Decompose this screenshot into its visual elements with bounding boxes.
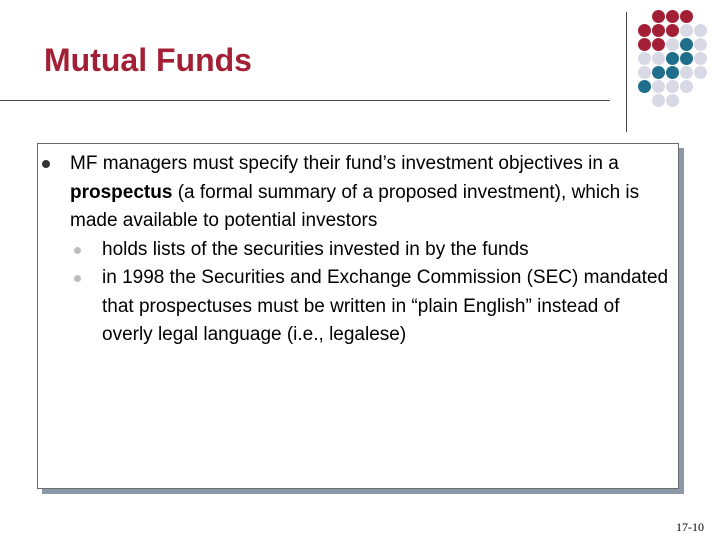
decorative-dot — [652, 10, 665, 23]
title-divider — [0, 100, 610, 101]
decorative-dot — [638, 80, 651, 93]
decorative-dot — [638, 52, 651, 65]
decorative-dot — [680, 24, 693, 37]
slide-number: 17-10 — [676, 520, 704, 534]
sub-bullet-list — [70, 236, 670, 350]
bullet-marker — [42, 160, 50, 168]
bullet-item — [70, 150, 670, 350]
sub-bullet-text: in 1998 the Securities and Exchange Commission (SEC) mandated that prospectuses must be written in “plain English” instead of overly legal language (i.e., legalese) — [102, 267, 669, 345]
sub-bullet-item — [70, 264, 670, 350]
decorative-dot — [680, 66, 693, 79]
bullet-text-end: (a formal summary of a proposed investment), which is made available to potential investors — [70, 181, 640, 231]
decorative-dot — [666, 94, 679, 107]
sub-bullet-text: holds lists of the securities invested in by the funds — [102, 238, 529, 260]
decorative-dot — [652, 80, 665, 93]
decorative-dot — [652, 52, 665, 65]
decorative-dot — [666, 38, 679, 51]
decorative-dot — [638, 38, 651, 51]
decorative-dot — [694, 24, 707, 37]
decorative-dot — [694, 52, 707, 65]
decorative-dot-grid — [638, 10, 708, 120]
decorative-dot — [666, 24, 679, 37]
decorative-dot — [680, 10, 693, 23]
sub-bullet-marker — [74, 247, 81, 254]
bullet-text-start: MF managers must specify their fund’s investment objectives in a — [70, 153, 619, 174]
decorative-dot — [680, 38, 693, 51]
decorative-dot — [638, 24, 651, 37]
decorative-dot — [666, 52, 679, 65]
vertical-divider — [626, 12, 627, 132]
slide-title: Mutual Funds — [44, 42, 252, 78]
decorative-dot — [638, 66, 651, 79]
content-box — [37, 143, 679, 489]
decorative-dot — [666, 10, 679, 23]
decorative-dot — [652, 94, 665, 107]
decorative-dot — [694, 38, 707, 51]
bullet-bold-term: prospectus — [70, 181, 173, 203]
sub-bullet-item — [70, 236, 670, 265]
decorative-dot — [666, 66, 679, 79]
decorative-dot — [680, 52, 693, 65]
decorative-dot — [652, 24, 665, 37]
decorative-dot — [652, 38, 665, 51]
decorative-dot — [666, 80, 679, 93]
decorative-dot — [652, 66, 665, 79]
sub-bullet-marker — [74, 275, 81, 282]
decorative-dot — [694, 66, 707, 79]
decorative-dot — [680, 80, 693, 93]
